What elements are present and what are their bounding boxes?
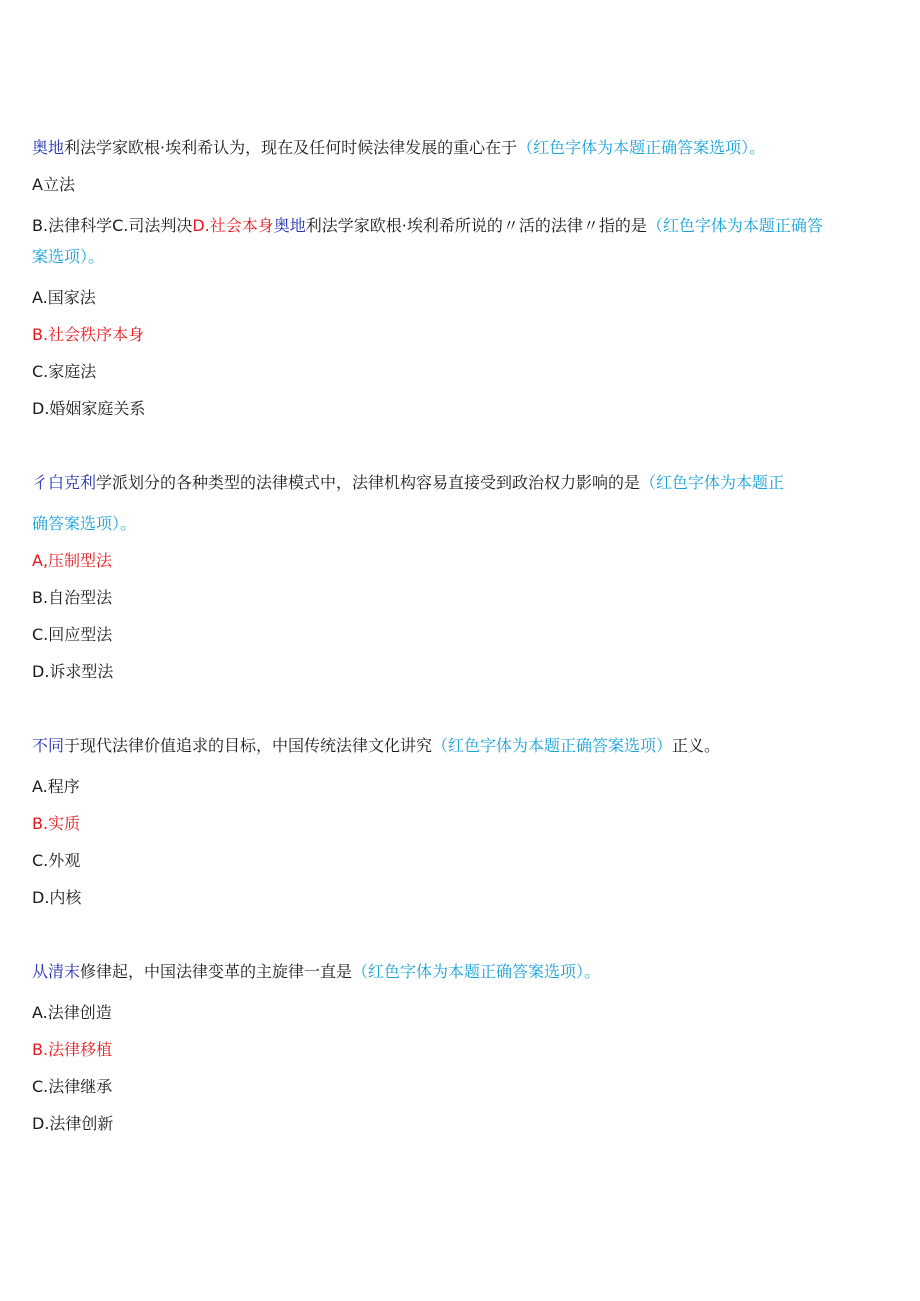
question-3-stem-line-2: 确答案选项）。: [32, 514, 137, 533]
question-5-stem: [32, 962, 600, 982]
question-2-option-c: C.家庭法: [32, 362, 97, 381]
question-5-option-d: D.法律创新: [32, 1114, 114, 1133]
question-5-option-a: A.法律创造: [32, 1003, 112, 1022]
question-1-options-inline: B.法律科学C.司法判决: [32, 216, 193, 235]
question-2-stem-line-2: 案选项）。: [32, 247, 105, 266]
question-1-body: 利法学家欧根·埃利希认为，现在及任何时候法律发展的重心在于: [64, 138, 518, 157]
question-3-hint: （红色字体为本题正: [640, 473, 785, 492]
question-1-hint: （红色字体为本题正确答案选项）。: [517, 138, 766, 157]
question-4-option-b: B.实质: [32, 814, 81, 833]
question-2-option-a: A.国家法: [32, 288, 96, 307]
question-5-body: 修律起，中国法律变革的主旋律一直是: [80, 962, 353, 981]
question-3-stem-line-1: [32, 473, 784, 493]
question-1-lead: 奥地: [32, 138, 65, 157]
question-2-hint: （红色字体为本题正确答: [646, 216, 823, 235]
question-4-option-c: C.外观: [32, 851, 81, 870]
question-3-body: 学派划分的各种类型的法律模式中，法律机构容易直接受到政治权力影响的是: [96, 473, 641, 492]
question-1-stem: [32, 138, 765, 158]
question-3-option-c: C.回应型法: [32, 625, 113, 644]
question-4-hint: （红色字体为本题正确答案选项）: [432, 736, 673, 755]
question-4-stem: [32, 736, 720, 756]
question-1-option-a: A立法: [32, 175, 75, 194]
question-2-option-d: D.婚姻家庭关系: [32, 399, 146, 418]
question-5-lead: 从清末: [32, 962, 81, 981]
question-5-option-b: B.法律移植: [32, 1040, 113, 1059]
question-2-option-b: B.社会秩序本身: [32, 325, 145, 344]
question-4-body: 于现代法律价值追求的目标，中国传统法律文化讲究: [64, 736, 433, 755]
question-3-option-a: A,压制型法: [32, 551, 113, 570]
question-4-tail: 正义。: [672, 736, 721, 755]
question-4-lead: 不同: [32, 736, 65, 755]
question-2-lead: 奥地: [273, 216, 306, 235]
question-5-hint: （红色字体为本题正确答案选项）。: [352, 962, 601, 981]
question-5-option-c: C.法律继承: [32, 1077, 113, 1096]
question-1-correct-option: D.社会本身: [192, 216, 274, 235]
question-2-stem-line-1: [32, 216, 823, 236]
question-3-option-b: B.自治型法: [32, 588, 113, 607]
question-4-option-a: A.程序: [32, 777, 80, 796]
question-3-option-d: D.诉求型法: [32, 662, 114, 681]
question-4-option-d: D.内核: [32, 888, 82, 907]
question-3-lead: 彳白克利: [32, 473, 97, 492]
question-2-body: 利法学家欧根·埃利希所说的〃活的法律〃指的是: [305, 216, 647, 235]
